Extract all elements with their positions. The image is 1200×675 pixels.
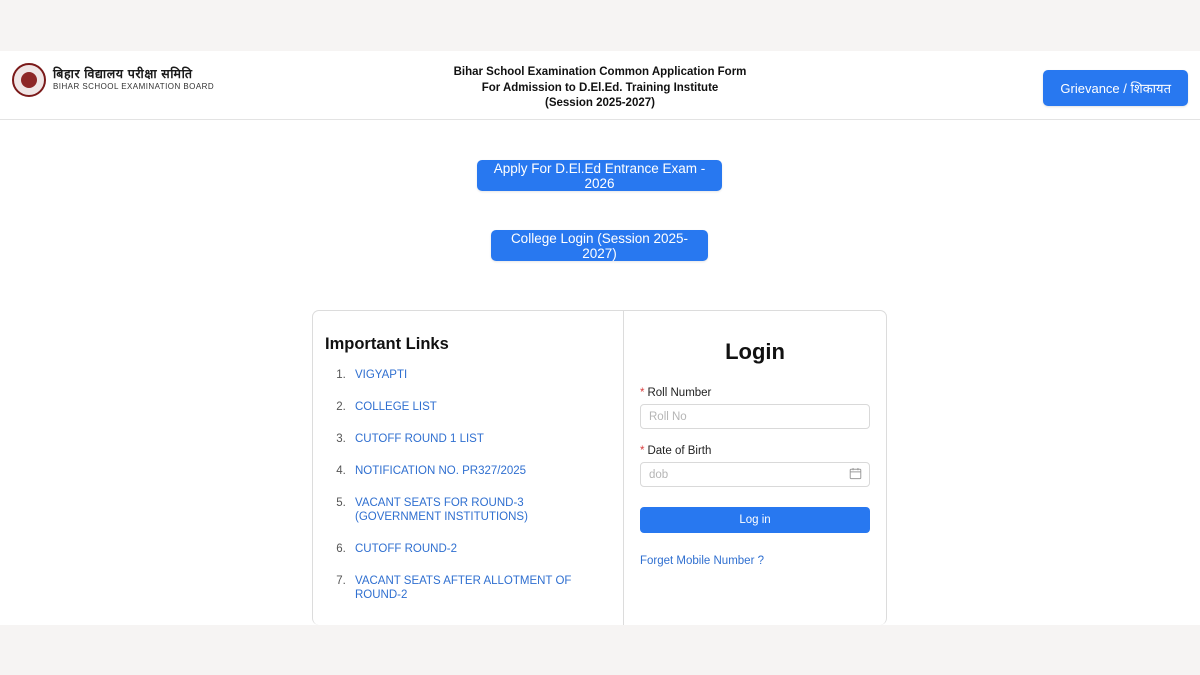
main-content	[0, 120, 1200, 625]
important-links-list	[325, 368, 608, 602]
page-title-line1: Bihar School Examination Common Application Form	[453, 66, 747, 78]
page-title-line2: For Admission to D.El.Ed. Training Institute	[481, 81, 719, 94]
link-vacant-seats-after-round-2[interactable]: VACANT SEATS AFTER ALLOTMENT OF ROUND-2	[355, 575, 572, 601]
list-item	[349, 496, 608, 524]
board-name-english: BIHAR SCHOOL EXAMINATION BOARD	[53, 82, 215, 91]
grievance-button[interactable]: Grievance / शिकायत	[1043, 70, 1188, 106]
forget-mobile-number-link[interactable]: Forget Mobile Number ?	[640, 555, 764, 567]
required-marker: *	[640, 445, 645, 457]
calendar-icon[interactable]	[849, 467, 862, 480]
list-item	[349, 574, 608, 602]
dob-input[interactable]	[640, 462, 870, 487]
login-title: Login	[725, 339, 785, 364]
link-college-list[interactable]: COLLEGE LIST	[355, 401, 437, 413]
roll-number-label-text: Roll Number	[647, 387, 712, 399]
board-name-hindi: बिहार विद्यालय परीक्षा समिति	[53, 67, 193, 81]
login-section	[624, 311, 886, 625]
required-marker: *	[640, 387, 645, 399]
page-title-line3: (Session 2025-2027)	[545, 97, 655, 109]
site-header	[0, 51, 1200, 120]
list-item	[349, 432, 608, 446]
link-vacant-seats-round-3[interactable]: VACANT SEATS FOR ROUND-3 (GOVERNMENT INSTITUTIONS)	[355, 497, 528, 523]
login-submit-button[interactable]: Log in	[640, 507, 870, 533]
roll-number-label	[640, 387, 870, 399]
dob-label	[640, 445, 870, 457]
apply-entrance-exam-button[interactable]: Apply For D.El.Ed Entrance Exam - 2026	[477, 160, 722, 191]
list-item	[349, 464, 608, 478]
browser-top-strip	[0, 0, 1200, 51]
college-login-button[interactable]: College Login (Session 2025-2027)	[491, 230, 708, 261]
important-links-title: Important Links	[325, 335, 449, 353]
page-title	[0, 65, 1200, 112]
important-links-section	[313, 311, 624, 625]
roll-number-input[interactable]	[640, 404, 870, 429]
link-notification-pr327[interactable]: NOTIFICATION NO. PR327/2025	[355, 465, 527, 477]
list-item	[349, 368, 608, 382]
list-item	[349, 400, 608, 414]
links-login-panel	[312, 310, 887, 625]
link-cutoff-round-2[interactable]: CUTOFF ROUND-2	[355, 543, 458, 555]
link-cutoff-round-1[interactable]: CUTOFF ROUND 1 LIST	[355, 433, 484, 445]
browser-bottom-strip	[0, 625, 1200, 675]
dob-label-text: Date of Birth	[647, 445, 712, 457]
link-vigyapti[interactable]: VIGYAPTI	[355, 369, 408, 381]
list-item	[349, 542, 608, 556]
